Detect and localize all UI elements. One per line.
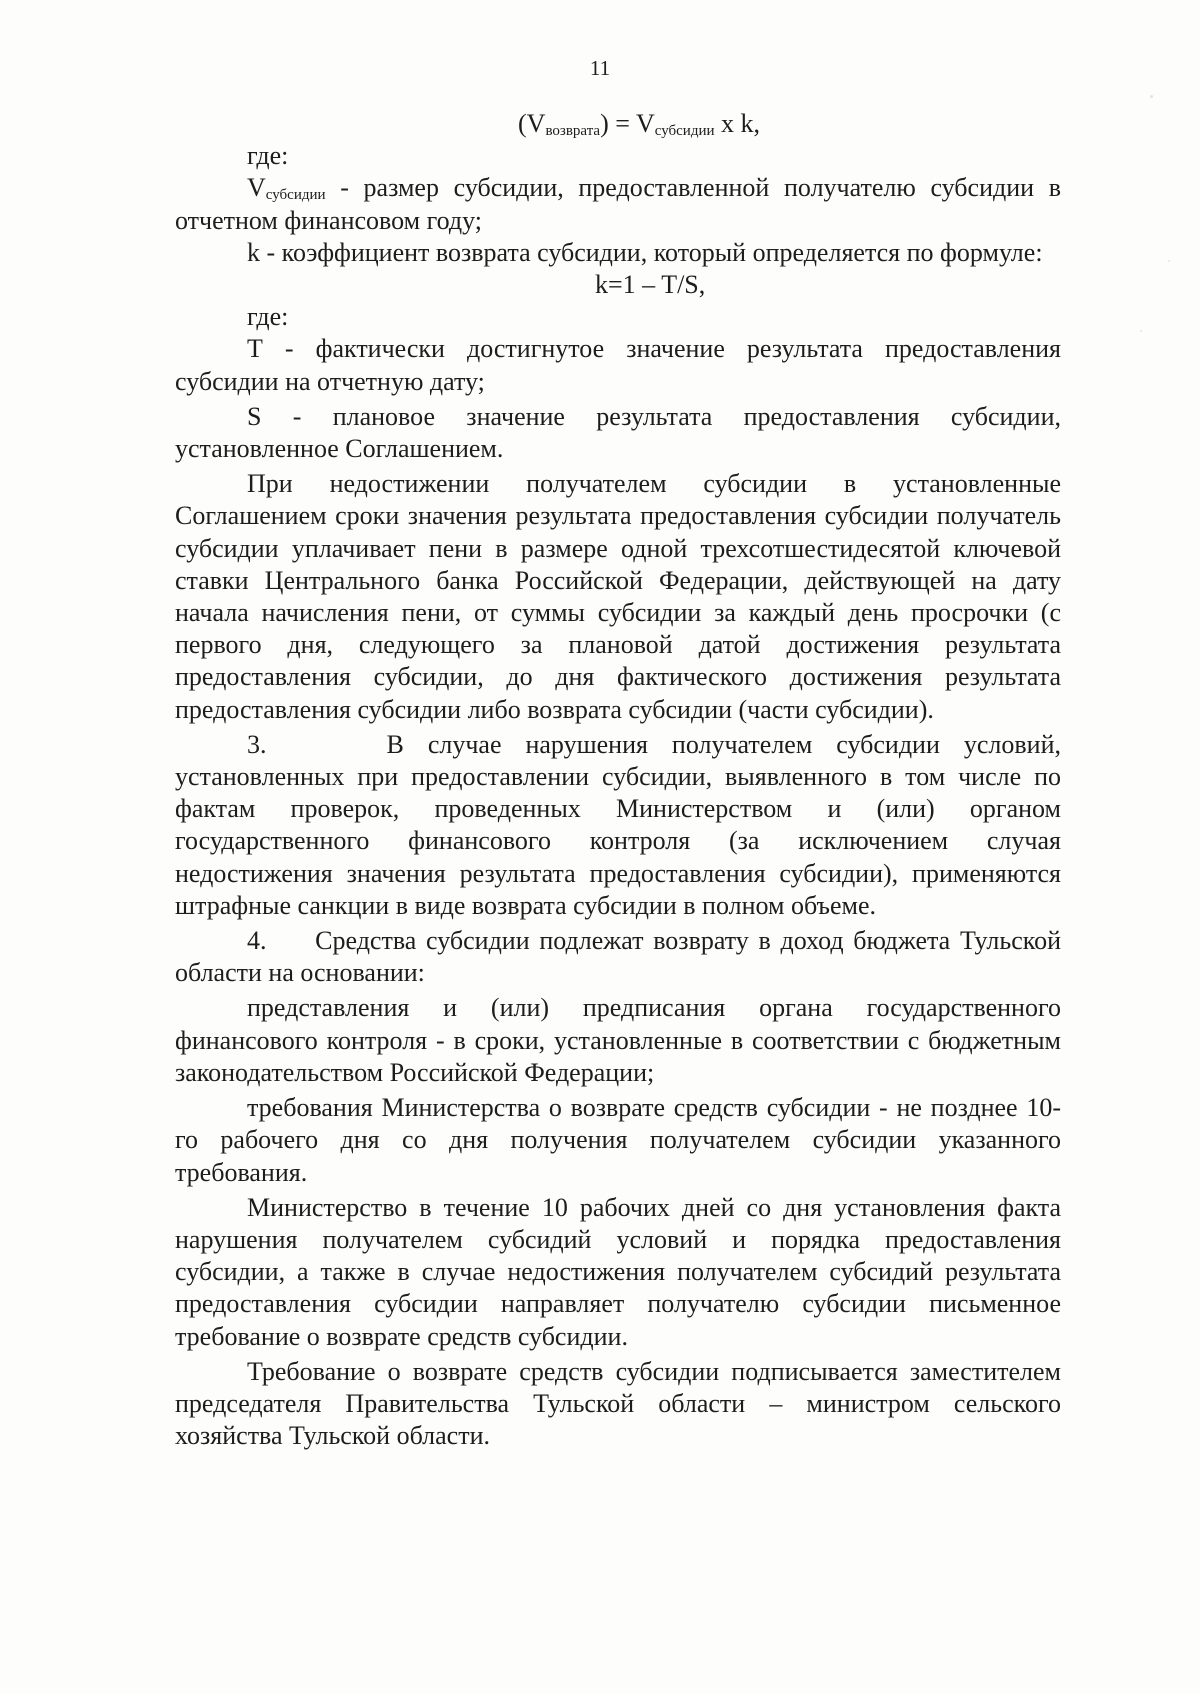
- definition-v-symbol: V: [247, 173, 266, 203]
- definition-v-text: - размер субсидии, предоставленной получателю субсидии в отчетном финансовом году;: [175, 173, 1061, 235]
- formula-1-close: x k,: [714, 109, 760, 138]
- paragraph-3: 3. В случае нарушения получателем субсидии условий, установленных при предоставлении субсидии, выявленного в том числе по фактам проверок, проведенных Министерством и (или) органом государственного финансового контроля (за исключением случая недостижения значения результата предоставления субсидии), применяются штрафные санкции в виде возврата субсидии в полном объеме.: [175, 729, 1061, 920]
- paragraph-signature: Требование о возврате средств субсидии подписывается заместителем председателя Правительства Тульской области – министром сельского хозяйства Тульской области.: [175, 1356, 1061, 1451]
- formula-return-amount: [175, 108, 1061, 140]
- definition-s: S - плановое значение результата предоставления субсидии, установленное Соглашением.: [175, 401, 1061, 464]
- definition-v: [175, 172, 1061, 236]
- formula-coefficient: k=1 – T/S,: [595, 270, 706, 300]
- document-body: [175, 108, 1061, 1452]
- definition-v-sub: субсидии: [265, 187, 326, 204]
- formula-1-sub-subsidy: субсидии: [654, 123, 715, 139]
- scan-speck: [1168, 260, 1170, 262]
- scan-speck: [1150, 95, 1153, 98]
- paragraph-penalty: При недостижении получателем субсидии в установленные Соглашением сроки значения результата предоставления субсидии получатель субсидии уплачивает пени в размере одной трехсотшестидесятой ключевой ставки Центрального банка Российской Федерации, действующей на дату начала начисления пени, от суммы субсидии за каждый день просрочки (с первого дня, следующего за плановой датой достижения результата предоставления субсидии, до дня фактического достижения результата предоставления субсидии либо возврата субсидии (части субсидии).: [175, 469, 1061, 724]
- definition-t: Т - фактически достигнутое значение результата предоставления субсидии на отчетную дату;: [175, 334, 1061, 396]
- paragraph-4-item-b: требования Министерства о возврате средств субсидии - не позднее 10-го рабочего дня со дня получения получателем субсидии указанного требования.: [175, 1093, 1061, 1187]
- formula-1-sub-return: возврата: [545, 123, 601, 139]
- page-number: 11: [589, 56, 611, 80]
- paragraph-4-item-a: представления и (или) предписания органа государственного финансового контроля - в сроки, установленные в соответствии с бюджетным законодательством Российской Федерации;: [175, 993, 1061, 1087]
- formula-1-open: (V: [518, 109, 546, 138]
- definition-k: k - коэффициент возврата субсидии, который определяется по формуле:: [247, 237, 1043, 267]
- paragraph-ministry: Министерство в течение 10 рабочих дней со дня установления факта нарушения получателем субсидий условий и порядка предоставления субсидии, а также в случае недостижения получателем субсидий результата предоставления субсидии направляет получателю субсидии письменное требование о возврате средств субсидии.: [175, 1192, 1061, 1351]
- paragraph-4: 4. Средства субсидии подлежат возврату в доход бюджета Тульской области на основании:: [175, 926, 1061, 988]
- scan-speck: [1140, 330, 1142, 332]
- where-label-1: где:: [247, 141, 289, 171]
- formula-1-mid: ) = V: [600, 109, 655, 138]
- where-label-2: где:: [247, 302, 289, 332]
